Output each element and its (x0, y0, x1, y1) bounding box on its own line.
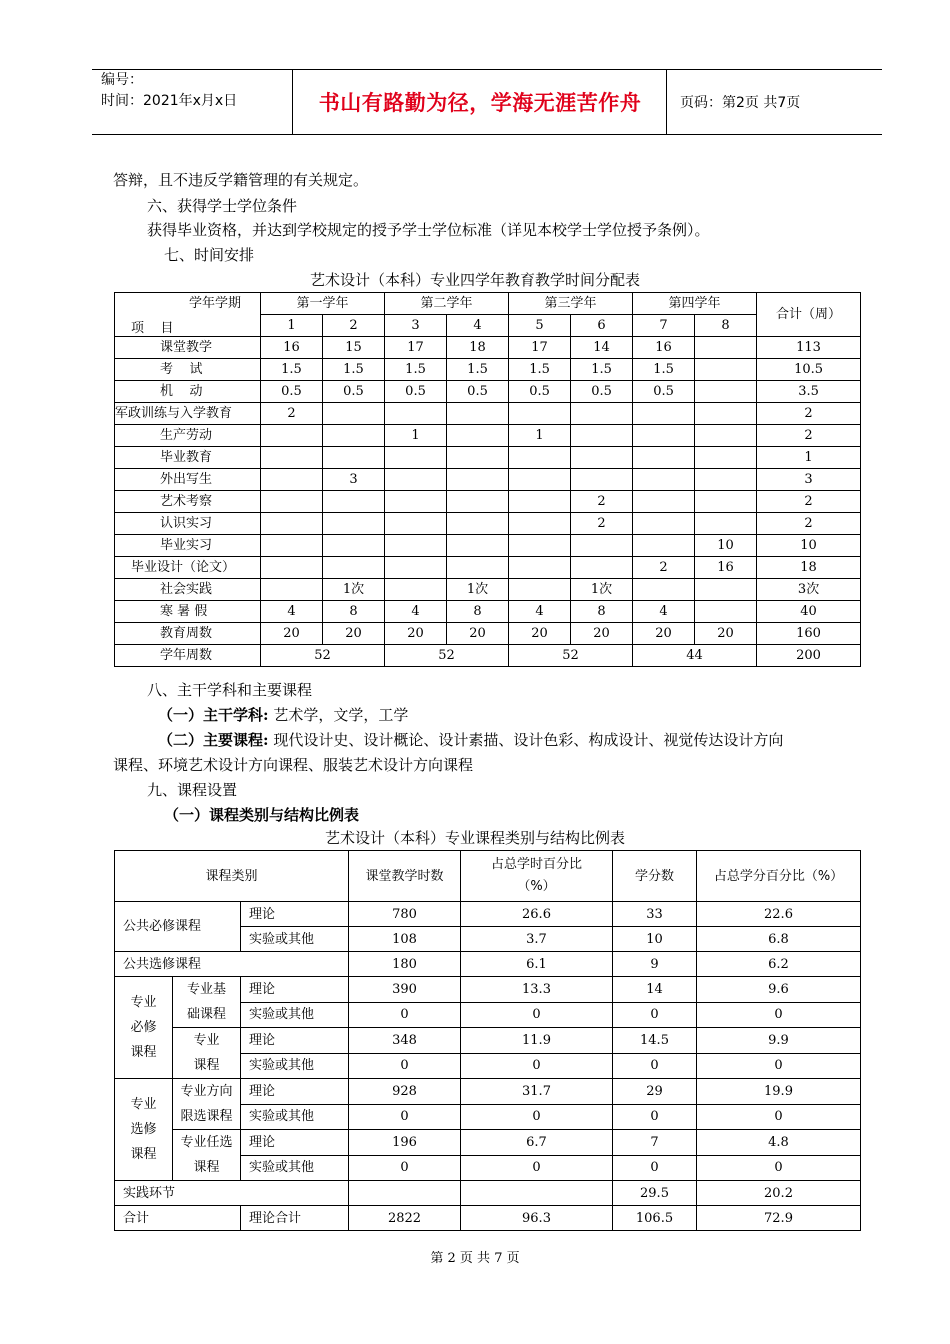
label: （一）主干学科: (158, 706, 269, 724)
table-cell: 0 (613, 1155, 697, 1181)
header-motto: 书山有路勤为径，学海无涯苦作舟 (318, 91, 642, 115)
table-cell: 14 (571, 337, 633, 359)
row-label: 认识实习 (115, 513, 261, 535)
text-line: 课程 (130, 1045, 157, 1060)
table-cell: 31.7 (461, 1079, 613, 1105)
term-header: 7 (633, 315, 695, 337)
table-row (115, 337, 861, 359)
header-cell: 占总学分百分比（%） (697, 851, 861, 902)
table-cell: 44 (633, 645, 757, 667)
table-cell: 26.6 (461, 902, 613, 927)
table-cell: 106.5 (613, 1206, 697, 1231)
table-row (115, 425, 861, 447)
table-cell: 20 (633, 623, 695, 645)
table-row (115, 601, 861, 623)
subsection-heading: （一）课程类别与结构比例表 (164, 806, 360, 824)
course-structure-table (114, 850, 861, 1231)
table-cell: 3.7 (461, 927, 613, 952)
year-header: 第四学年 (633, 293, 757, 315)
table-cell: 0 (461, 1002, 613, 1028)
table-cell: 8 (323, 601, 385, 623)
table-cell (571, 447, 633, 469)
paragraph: 课程、环境艺术设计方向课程、服装艺术设计方向课程 (113, 756, 474, 774)
table-row (115, 579, 861, 601)
header-cell: 课程类别 (115, 851, 349, 902)
subcategory-cell (173, 977, 241, 1028)
section-heading: 九、课程设置 (147, 781, 238, 799)
table-cell: 8 (571, 601, 633, 623)
table-cell: 2822 (349, 1206, 461, 1231)
table-cell (261, 469, 323, 491)
table-cell: 0 (613, 1002, 697, 1028)
table-cell (261, 491, 323, 513)
table-cell: 4 (261, 601, 323, 623)
category-cell (115, 1079, 173, 1181)
table-cell (633, 513, 695, 535)
table-cell: 200 (757, 645, 861, 667)
table-cell: 17 (385, 337, 447, 359)
header-divider (292, 70, 293, 134)
table-cell: 0.5 (261, 381, 323, 403)
total-cell: 18 (757, 557, 861, 579)
row-label: 外出写生 (115, 469, 261, 491)
table-cell (509, 513, 571, 535)
table-cell: 180 (349, 952, 461, 977)
table-cell: 0 (697, 1155, 861, 1181)
row-label: 考 试 (115, 359, 261, 381)
sub-cell: 实验或其他 (241, 1053, 349, 1079)
subcategory-cell (173, 1079, 241, 1130)
table-cell: 52 (385, 645, 509, 667)
table-cell: 20 (509, 623, 571, 645)
table-cell: 10 (695, 535, 757, 557)
sub-cell: 理论 (241, 902, 349, 927)
text-line: 必修 (130, 1020, 157, 1035)
table-title: 艺术设计（本科）专业四学年教育教学时间分配表 (309, 271, 640, 289)
sub-cell: 理论 (241, 977, 349, 1003)
total-cell: 2 (757, 491, 861, 513)
table-cell (509, 491, 571, 513)
table-row (115, 469, 861, 491)
table-row (115, 403, 861, 425)
table-cell (695, 381, 757, 403)
text-line: 选修 (130, 1122, 157, 1137)
table-cell (261, 557, 323, 579)
table-cell (323, 535, 385, 557)
table-cell (447, 447, 509, 469)
text-line: 专业 (130, 1097, 157, 1112)
page-footer: 第 2 页 共 7 页 (430, 1251, 520, 1266)
table-cell: 0 (697, 1002, 861, 1028)
text-line: 专业基 (186, 982, 226, 997)
table-cell (323, 447, 385, 469)
table-cell: 6.2 (697, 952, 861, 977)
table-cell (633, 403, 695, 425)
total-cell: 160 (757, 623, 861, 645)
table-cell (695, 447, 757, 469)
table-cell: 6.1 (461, 952, 613, 977)
table-cell: 928 (349, 1079, 461, 1105)
header-item: 项 目 (131, 321, 174, 336)
table-cell (447, 469, 509, 491)
sub-cell: 理论 (241, 1130, 349, 1156)
table-cell (509, 447, 571, 469)
table-cell: 96.3 (461, 1206, 613, 1231)
table-cell: 0.5 (323, 381, 385, 403)
row-label: 军政训练与入学教育 (115, 403, 261, 425)
table-cell (509, 535, 571, 557)
table-cell: 52 (509, 645, 633, 667)
table-cell: 0 (461, 1104, 613, 1130)
subcategory-cell (173, 1028, 241, 1079)
sub-cell: 理论 (241, 1079, 349, 1105)
table-cell (261, 513, 323, 535)
table-cell (571, 535, 633, 557)
table-cell (447, 557, 509, 579)
table-cell: 22.6 (697, 902, 861, 927)
table-row (115, 381, 861, 403)
table-cell: 20 (323, 623, 385, 645)
table-cell: 16 (695, 557, 757, 579)
table-cell: 2 (571, 513, 633, 535)
term-header: 5 (509, 315, 571, 337)
table-cell (385, 403, 447, 425)
text-line: 课程 (130, 1147, 157, 1162)
label: （二）主要课程: (158, 731, 269, 749)
term-header: 1 (261, 315, 323, 337)
table-cell: 16 (633, 337, 695, 359)
table-cell (509, 557, 571, 579)
sub-cell: 实验或其他 (241, 1104, 349, 1130)
table-cell: 0 (349, 1053, 461, 1079)
table-cell: 4 (385, 601, 447, 623)
total-header: 合计（周） (757, 293, 861, 337)
sub-cell: 实验或其他 (241, 1155, 349, 1181)
table-cell: 1.5 (385, 359, 447, 381)
row-label: 艺术考察 (115, 491, 261, 513)
table-cell (571, 469, 633, 491)
text: 艺术学，文学，工学 (268, 706, 409, 724)
table-cell: 0.5 (447, 381, 509, 403)
total-cell: 10.5 (757, 359, 861, 381)
header-bottom-rule (92, 134, 882, 135)
header-divider (666, 70, 667, 134)
text-line: 课程 (193, 1160, 220, 1175)
table-cell: 6.8 (697, 927, 861, 952)
table-row (115, 447, 861, 469)
text: 现代设计史、设计概论、设计素描、设计色彩、构成设计、视觉传达设计方向 (268, 731, 784, 749)
paragraph (158, 705, 408, 725)
text-line: 专业方向 (180, 1084, 233, 1099)
table-cell (633, 469, 695, 491)
table-cell (571, 425, 633, 447)
table-cell (633, 579, 695, 601)
row-label: 社会实践 (115, 579, 261, 601)
table-cell (633, 447, 695, 469)
table-cell: 1次 (323, 579, 385, 601)
sub-cell: 实验或其他 (241, 1002, 349, 1028)
term-header: 3 (385, 315, 447, 337)
table-cell (261, 535, 323, 557)
table-cell (509, 579, 571, 601)
table-body (115, 337, 861, 645)
row-label: 寒 暑 假 (115, 601, 261, 623)
table-cell: 20 (447, 623, 509, 645)
term-header: 4 (447, 315, 509, 337)
total-cell: 2 (757, 425, 861, 447)
total-cell: 40 (757, 601, 861, 623)
table-cell (695, 337, 757, 359)
table-cell: 6.7 (461, 1130, 613, 1156)
table-cell (447, 403, 509, 425)
section-heading: 六、获得学士学位条件 (147, 197, 298, 215)
text-line: 础课程 (186, 1007, 226, 1022)
table-cell: 13.3 (461, 977, 613, 1003)
paragraph: 答辩，且不违反学籍管理的有关规定。 (113, 171, 369, 189)
table-cell: 9.9 (697, 1028, 861, 1054)
table-cell (695, 359, 757, 381)
time-allocation-table (114, 292, 861, 667)
table-cell (695, 425, 757, 447)
year-header: 第二学年 (385, 293, 509, 315)
table-cell (447, 513, 509, 535)
table-cell (695, 579, 757, 601)
table-cell (695, 601, 757, 623)
table-cell: 0 (461, 1053, 613, 1079)
total-cell: 2 (757, 403, 861, 425)
sub-cell: 理论合计 (241, 1206, 349, 1231)
text-line: 课程 (193, 1058, 220, 1073)
table-cell: 2 (633, 557, 695, 579)
category-cell: 公共选修课程 (115, 952, 349, 977)
table-cell: 33 (613, 902, 697, 927)
table-cell (571, 403, 633, 425)
table-cell (261, 425, 323, 447)
table-cell (385, 491, 447, 513)
table-cell: 780 (349, 902, 461, 927)
table-cell (695, 469, 757, 491)
row-label: 教育周数 (115, 623, 261, 645)
table-cell: 1次 (447, 579, 509, 601)
header-page-number: 页码：第2页 共7页 (680, 95, 801, 111)
table-row (115, 535, 861, 557)
table-cell: 1.5 (261, 359, 323, 381)
header-cell: 课堂教学时数 (349, 851, 461, 902)
text-line: 专业 (130, 995, 157, 1010)
table-cell (385, 535, 447, 557)
table-cell: 0 (349, 1104, 461, 1130)
table-cell: 0.5 (571, 381, 633, 403)
table-cell (509, 403, 571, 425)
header-semester: 学年学期 (189, 296, 242, 311)
row-label: 学年周数 (115, 645, 261, 667)
table-cell (323, 557, 385, 579)
table-cell: 4.8 (697, 1130, 861, 1156)
row-label: 生产劳动 (115, 425, 261, 447)
category-cell: 实践环节 (115, 1181, 349, 1206)
table-cell: 1.5 (447, 359, 509, 381)
table-cell: 1 (385, 425, 447, 447)
table-cell: 17 (509, 337, 571, 359)
term-header: 8 (695, 315, 757, 337)
header-cell (461, 851, 613, 902)
table-cell: 0.5 (385, 381, 447, 403)
header-line: 占总学时百分比 (490, 857, 582, 872)
table-cell: 14.5 (613, 1028, 697, 1054)
table-cell: 0.5 (509, 381, 571, 403)
section-heading: 八、主干学科和主要课程 (147, 681, 313, 699)
table-row (115, 557, 861, 579)
year-header: 第三学年 (509, 293, 633, 315)
table-cell: 0 (461, 1155, 613, 1181)
table-cell: 19.9 (697, 1079, 861, 1105)
table-cell: 9 (613, 952, 697, 977)
table-cell (695, 513, 757, 535)
table-cell: 8 (447, 601, 509, 623)
table-cell (695, 403, 757, 425)
table-cell (633, 425, 695, 447)
header-line: （%） (517, 879, 556, 894)
table-row (115, 623, 861, 645)
total-cell: 1 (757, 447, 861, 469)
table-cell: 0 (613, 1104, 697, 1130)
year-header: 第一学年 (261, 293, 385, 315)
table-cell (261, 447, 323, 469)
table-row (115, 513, 861, 535)
doc-code: 编号： (101, 72, 143, 88)
paragraph (158, 730, 783, 750)
table-cell: 1.5 (509, 359, 571, 381)
table-cell: 0 (697, 1053, 861, 1079)
total-cell: 2 (757, 513, 861, 535)
table-cell: 108 (349, 927, 461, 952)
table-cell: 4 (633, 601, 695, 623)
table-cell (509, 469, 571, 491)
table-cell (349, 1181, 461, 1206)
table-cell: 10 (613, 927, 697, 952)
table-cell: 20 (261, 623, 323, 645)
table-cell: 9.6 (697, 977, 861, 1003)
table-cell (633, 535, 695, 557)
row-label: 毕业教育 (115, 447, 261, 469)
table-cell (385, 557, 447, 579)
table-cell: 20 (571, 623, 633, 645)
total-cell: 3 (757, 469, 861, 491)
total-cell: 3次 (757, 579, 861, 601)
corner-header-cell (115, 293, 261, 337)
table-cell: 348 (349, 1028, 461, 1054)
sub-cell: 理论 (241, 1028, 349, 1054)
table-title: 艺术设计（本科）专业课程类别与结构比例表 (324, 829, 625, 847)
table-cell: 16 (261, 337, 323, 359)
table-cell: 20.2 (697, 1181, 861, 1206)
table-cell: 20 (385, 623, 447, 645)
table-cell (323, 491, 385, 513)
table-cell (385, 513, 447, 535)
table-cell: 11.9 (461, 1028, 613, 1054)
section-heading: 七、时间安排 (164, 246, 255, 264)
table-cell: 1.5 (323, 359, 385, 381)
table-cell: 1 (509, 425, 571, 447)
table-cell: 29.5 (613, 1181, 697, 1206)
table-cell: 0 (613, 1053, 697, 1079)
total-cell: 3.5 (757, 381, 861, 403)
sub-cell: 实验或其他 (241, 927, 349, 952)
table-cell (695, 491, 757, 513)
category-cell: 合计 (115, 1206, 241, 1231)
row-label: 毕业设计（论文） (115, 557, 261, 579)
table-cell (447, 535, 509, 557)
table-row (115, 491, 861, 513)
row-label: 毕业实习 (115, 535, 261, 557)
table-cell (385, 447, 447, 469)
table-cell (261, 579, 323, 601)
text-line: 专业 (193, 1033, 220, 1048)
table-cell: 52 (261, 645, 385, 667)
table-cell (461, 1181, 613, 1206)
table-cell (447, 491, 509, 513)
table-cell: 15 (323, 337, 385, 359)
table-cell: 2 (261, 403, 323, 425)
table-cell (447, 425, 509, 447)
category-cell: 公共必修课程 (115, 902, 241, 952)
text-line: 限选课程 (180, 1109, 233, 1124)
header-meta (101, 70, 237, 112)
table-cell: 14 (613, 977, 697, 1003)
total-cell: 10 (757, 535, 861, 557)
table-cell: 3 (323, 469, 385, 491)
term-header: 2 (323, 315, 385, 337)
doc-time: 时间：2021年x月x日 (101, 93, 238, 109)
table-cell (323, 513, 385, 535)
table-cell: 196 (349, 1130, 461, 1156)
table-cell (633, 491, 695, 513)
total-cell: 113 (757, 337, 861, 359)
header-cell: 学分数 (613, 851, 697, 902)
row-label: 课堂教学 (115, 337, 261, 359)
table-cell: 0.5 (633, 381, 695, 403)
paragraph: 获得毕业资格，并达到学校规定的授予学士学位标准（详见本校学士学位授予条例）。 (147, 221, 710, 239)
table-cell (323, 425, 385, 447)
table-row (115, 359, 861, 381)
table-cell: 4 (509, 601, 571, 623)
table-cell: 18 (447, 337, 509, 359)
table-cell: 20 (695, 623, 757, 645)
table-cell: 1次 (571, 579, 633, 601)
table-cell: 1.5 (571, 359, 633, 381)
table-cell: 0 (349, 1155, 461, 1181)
table-cell (385, 579, 447, 601)
table-cell: 0 (349, 1002, 461, 1028)
text-line: 专业任选 (180, 1135, 233, 1150)
table-cell (323, 403, 385, 425)
term-header: 6 (571, 315, 633, 337)
row-label: 机 动 (115, 381, 261, 403)
subcategory-cell (173, 1130, 241, 1181)
table-cell (385, 469, 447, 491)
table-cell: 390 (349, 977, 461, 1003)
table-cell: 7 (613, 1130, 697, 1156)
table-cell: 29 (613, 1079, 697, 1105)
table-cell: 1.5 (633, 359, 695, 381)
table-cell: 72.9 (697, 1206, 861, 1231)
table-cell: 0 (697, 1104, 861, 1130)
table-cell: 2 (571, 491, 633, 513)
table-cell (571, 557, 633, 579)
category-cell (115, 977, 173, 1079)
